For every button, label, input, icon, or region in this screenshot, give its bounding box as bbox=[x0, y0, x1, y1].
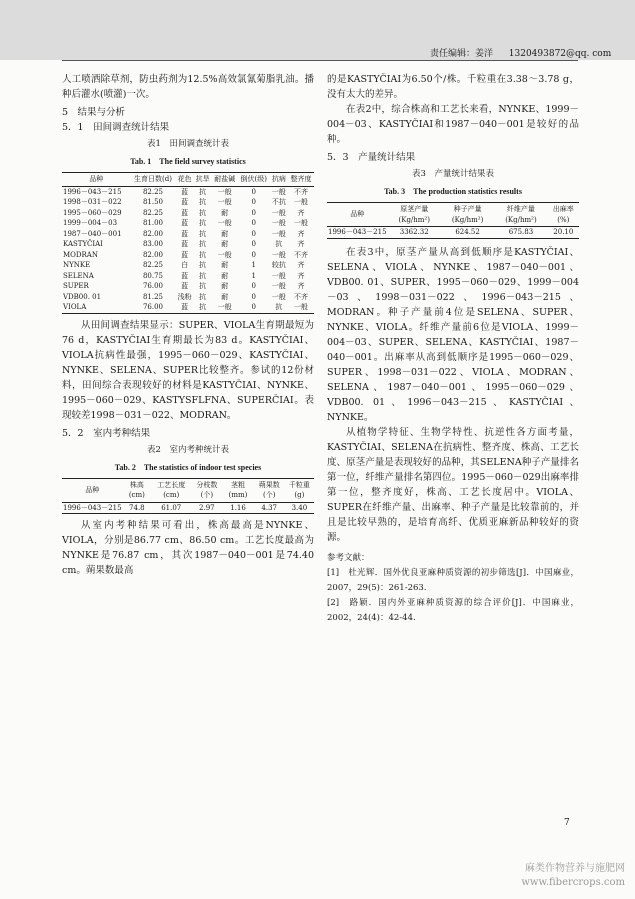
table1-cell: 耐 bbox=[221, 292, 229, 301]
table3-cell: 675.83 bbox=[494, 227, 547, 239]
table1-cell: 0 bbox=[251, 187, 257, 196]
table1-cell: 0 bbox=[251, 219, 257, 227]
table1-cell: 耐 bbox=[221, 208, 229, 217]
table1-variety-cell: VDB00. 01 bbox=[63, 292, 102, 301]
section-51-heading: 5．1 田间调查统计结果 bbox=[62, 122, 170, 133]
table1-row bbox=[62, 281, 314, 292]
table1-header-row bbox=[62, 173, 314, 187]
table3-cell: 3362.32 bbox=[388, 227, 441, 239]
table2-caption-en: Tab. 2 The statistics of indoor test species bbox=[114, 462, 262, 472]
table1-variety-cell: VIOLA bbox=[62, 302, 130, 313]
table1-cell: 76.00 bbox=[142, 282, 164, 290]
table1-cell: 一般 bbox=[271, 292, 286, 301]
table1-variety-cell: KASTYČIAI bbox=[63, 240, 103, 248]
table2-header-cell: 品种 bbox=[62, 478, 123, 502]
table2-header-cell: 千粒重(g) bbox=[285, 478, 314, 502]
table1-cell: 一般 bbox=[271, 282, 286, 290]
table2-cell: 3.40 bbox=[285, 502, 314, 514]
table2-header-cell: 茎粗(mm) bbox=[222, 478, 253, 502]
references-title: 参考文献： bbox=[327, 552, 370, 563]
table1-variety-cell: MODRAN bbox=[63, 250, 98, 259]
table1-cell: 一般 bbox=[217, 198, 232, 206]
table1-cell: 抗 bbox=[199, 250, 207, 259]
table1-cell: 白 bbox=[181, 261, 189, 269]
table3-row bbox=[327, 227, 579, 239]
table1-variety-cell: 1995－060－029 bbox=[63, 208, 122, 217]
table1-cell: 蓝 bbox=[181, 229, 189, 238]
table3-header-cell: 出麻率(%) bbox=[548, 203, 579, 227]
table3-discussion: 在表3中，原茎产量从高到低顺序是KASTYČIAI、SELENA、VIOLA、NYNKE、1987－040－001、VDB00. 01、SUPER、1995－060－029、1999－004－03、1998－031－022、1996－043－215、MODRAN。种子产量前4位是SELENA、SUPER、NYNKE、VIOLA。纤维产量前6位是VIOLA、1999－004－03、SUPER、SELENA、KASTYČIAI、1987－040－001。出麻率从高到低顺序是1995－060－029、SUPER、1998－031－022、VIOLA、MODRAN、SELENA、1987－040－001、1995－060－029、VDB00. 01、1996－043－215、KASTYČIAI、NYNKE。 bbox=[327, 246, 579, 423]
table1-cell: 一般 bbox=[293, 198, 308, 206]
table1-cell: 一般 bbox=[217, 187, 232, 196]
table1-cell: 一般 bbox=[271, 187, 286, 196]
table1-header-cell: 品种 bbox=[62, 173, 130, 187]
table1-cell: 不抗 bbox=[271, 198, 286, 206]
table1-cell: 蓝 bbox=[181, 282, 189, 290]
table1-header-cell: 耐盐碱 bbox=[212, 173, 238, 187]
table1-cell: 82.00 bbox=[142, 250, 164, 259]
table1-cell: 抗 bbox=[199, 198, 207, 206]
table1-cell: 不齐 bbox=[293, 292, 308, 301]
table1-cell: 齐 bbox=[297, 208, 305, 217]
table1-cell: 0 bbox=[251, 250, 257, 259]
page-number: 7 bbox=[564, 818, 570, 828]
table1-cell: 蓝 bbox=[181, 219, 189, 227]
table1-cell: 0 bbox=[251, 240, 257, 248]
table1-cell: 耐 bbox=[221, 282, 229, 290]
table1-cell: 齐 bbox=[297, 240, 305, 248]
table1-cell: 一般 bbox=[271, 219, 286, 227]
table1-cell: 0 bbox=[251, 282, 257, 290]
table1-variety-cell: 1998－031－022 bbox=[63, 198, 122, 206]
table3-header-row bbox=[327, 203, 579, 227]
table2-header-row bbox=[62, 478, 314, 502]
table1-cell: 一般 bbox=[271, 271, 286, 280]
table1-cell: 抗 bbox=[194, 302, 212, 313]
table1-row bbox=[62, 239, 314, 250]
table1-cell: 耐 bbox=[221, 229, 229, 238]
table1-cell: 齐 bbox=[297, 261, 305, 269]
table1-cell: 81.00 bbox=[142, 219, 164, 227]
table1-variety-cell: 1999－004－03 bbox=[63, 219, 118, 227]
table3-header-cell: 种子产量(Kg/hm²) bbox=[441, 203, 494, 227]
table1 bbox=[62, 172, 314, 314]
header-email: 1320493872@qq. com bbox=[508, 49, 612, 59]
table1-cell: 一般 bbox=[212, 302, 238, 313]
right-column bbox=[327, 72, 579, 626]
table1-cell: 蓝 bbox=[181, 187, 189, 196]
table1-cell: 抗 bbox=[199, 187, 207, 196]
table1-cell: 一般 bbox=[288, 302, 314, 313]
table1-cell: 抗 bbox=[199, 292, 207, 301]
table1-cell: 耐 bbox=[221, 240, 229, 248]
table1-cell: 82.25 bbox=[142, 208, 164, 217]
table1-header-cell: 倒伏(级) bbox=[238, 173, 270, 187]
table1-variety-cell: SELENA bbox=[63, 271, 94, 280]
table1-row bbox=[62, 197, 314, 208]
table2-cell: 74.8 bbox=[123, 502, 152, 514]
table1-cell: 一般 bbox=[293, 219, 308, 227]
table1-cell: 0 bbox=[251, 229, 257, 238]
watermark bbox=[500, 862, 625, 890]
table1-row bbox=[62, 260, 314, 271]
section-53-heading: 5．3 产量统计结果 bbox=[327, 152, 416, 163]
table1-cell: 抗 bbox=[199, 208, 207, 217]
table2-header-cell: 分枝数(个) bbox=[191, 478, 222, 502]
section-5-heading: 5 结果与分析 bbox=[62, 107, 126, 118]
table1-variety-cell: 1987－040－001 bbox=[63, 229, 122, 238]
table1-cell: 一般 bbox=[271, 250, 286, 259]
table1-cell: 0 bbox=[251, 208, 257, 217]
table1-cell: 蓝 bbox=[181, 208, 189, 217]
table1-cell: 抗 bbox=[199, 219, 207, 227]
table3-cell: 20.10 bbox=[548, 227, 579, 239]
table1-cell: 蓝 bbox=[176, 302, 194, 313]
table1-caption-en: Tab. 1 The field survey statistics bbox=[130, 157, 246, 166]
table3-header-cell: 品种 bbox=[327, 203, 388, 227]
table1-cell: 82.00 bbox=[142, 229, 164, 238]
table2-cell: 4.37 bbox=[254, 502, 285, 514]
header-rule bbox=[62, 60, 578, 61]
table3-caption-en: Tab. 3 The production statistics results bbox=[384, 187, 522, 196]
table2-summary: 在表2中，综合株高和工艺长来看，NYNKE、1999－004－03、KASTYČIAI和1987－040－001是较好的品种。 bbox=[327, 104, 579, 145]
table2-discussion: 从室内考种结果可看出，株高最高是NYNKE、VIOLA，分别是86.77 cm、86.50 cm。工艺长度最高为NYNKE是76.87 cm，其次1987－040－001是74.40 cm。蒴果数最高 bbox=[62, 520, 314, 576]
table1-cell: 齐 bbox=[297, 229, 305, 238]
table2-caption-cn: 表2 室内考种统计表 bbox=[147, 444, 229, 455]
table1-cell: 82.25 bbox=[142, 261, 164, 269]
table3-header-cell: 原茎产量(Kg/hm²) bbox=[388, 203, 441, 227]
table1-cell: 一般 bbox=[271, 208, 286, 217]
table1-cell: 蓝 bbox=[181, 250, 189, 259]
table1-header-cell: 花色 bbox=[176, 173, 194, 187]
table2-cell: 2.97 bbox=[191, 502, 222, 514]
table1-cell: 耐 bbox=[221, 261, 229, 269]
table1-discussion: 从田间调查结果显示：SUPER、VIOLA生育期最短为76 d，KASTYČIAI生育期最长为83 d。KASTYČIAI、VIOLA抗病性最强，1995－060－029、KASTYČIAI、NYNKE、SELENA、SUPER比较整齐。参试的12份材料，田间综合表现较好的材料是KASTYČIAI、NYNKE、1995－060－029、KASTYSFLFNA、SUPERČIAI。表现较差1998－031－022、MODRAN。 bbox=[62, 319, 314, 421]
reference-item: [1] 杜光辉．国外优良亚麻种质资源的初步筛选[J]．中国麻业，2007，29(5)：261-263. bbox=[327, 567, 579, 593]
table1-cell: 浅粉 bbox=[177, 292, 192, 301]
table2-header-cell: 蒴果数(个) bbox=[254, 478, 285, 502]
table1-cell: 83.00 bbox=[142, 240, 164, 248]
table1-variety-cell: NYNKE bbox=[63, 261, 91, 269]
table1-cell: 0 bbox=[251, 198, 257, 206]
header-band bbox=[0, 0, 635, 60]
table1-variety-cell: 1996－043－215 bbox=[63, 187, 122, 196]
table2 bbox=[62, 478, 314, 515]
table1-cell: 1 bbox=[251, 261, 257, 269]
table1-row bbox=[62, 229, 314, 240]
table1-variety-cell: SUPER bbox=[63, 282, 89, 290]
table1-row bbox=[62, 208, 314, 219]
table1-header-cell: 生育日数(d) bbox=[130, 173, 175, 187]
table1-cell: 蓝 bbox=[181, 198, 189, 206]
table1-cell: 抗 bbox=[199, 261, 207, 269]
table1-cell: 一般 bbox=[217, 219, 232, 227]
table1-row bbox=[62, 218, 314, 229]
header-editor: 责任编辑：姜洋 bbox=[430, 49, 494, 59]
table1-cell: 抗 bbox=[199, 240, 207, 248]
table2-row bbox=[62, 502, 314, 514]
table2-cell: 1.16 bbox=[222, 502, 253, 514]
header-text bbox=[430, 46, 611, 59]
table1-cell: 0 bbox=[251, 292, 257, 301]
table1-cell: 抗 bbox=[270, 302, 288, 313]
table1-cell: 80.75 bbox=[142, 271, 164, 280]
watermark-url: www.fibercrops.com bbox=[521, 877, 625, 888]
table1-cell: 抗 bbox=[199, 229, 207, 238]
table2-header-cell: 株高(cm) bbox=[123, 478, 152, 502]
table1-cell: 不齐 bbox=[293, 250, 308, 259]
table1-header-cell: 抗旱 bbox=[194, 173, 212, 187]
table2-header-cell: 工艺长度(cm) bbox=[151, 478, 191, 502]
table1-cell: 齐 bbox=[297, 271, 305, 280]
table1-row bbox=[62, 271, 314, 282]
table1-cell: 81.50 bbox=[142, 198, 164, 206]
table1-row bbox=[62, 186, 314, 197]
table1-cell: 蓝 bbox=[181, 271, 189, 280]
table1-cell: 抗 bbox=[275, 240, 283, 248]
table1-row bbox=[62, 292, 314, 303]
table1-cell: 一般 bbox=[271, 229, 286, 238]
table2-cell: 61.07 bbox=[151, 502, 191, 514]
table1-cell: 齐 bbox=[297, 282, 305, 290]
table1-cell: 不齐 bbox=[293, 187, 308, 196]
table1-cell: 0 bbox=[238, 302, 270, 313]
table2-variety-cell: 1996－043－215 bbox=[63, 503, 122, 512]
table1-cell: 蓝 bbox=[181, 240, 189, 248]
section-52-heading: 5．2 室内考种结果 bbox=[62, 427, 151, 439]
table1-row bbox=[62, 250, 314, 261]
table1-cell: 较抗 bbox=[271, 261, 286, 269]
table3 bbox=[327, 202, 579, 239]
table1-header-cell: 整齐度 bbox=[288, 173, 314, 187]
table1-cell: 抗 bbox=[199, 271, 207, 280]
watermark-cn: 麻类作物营养与施肥网 bbox=[525, 863, 625, 874]
table3-cell: 624.52 bbox=[441, 227, 494, 239]
table1-cell: 82.25 bbox=[142, 187, 164, 196]
left-column bbox=[62, 72, 314, 578]
table1-cell: 76.00 bbox=[130, 302, 175, 313]
table3-variety-cell: 1996－043－215 bbox=[328, 228, 387, 236]
table1-cell: 一般 bbox=[217, 250, 232, 259]
table1-row bbox=[62, 302, 314, 313]
references bbox=[327, 551, 579, 626]
table1-caption-cn: 表1 田间调查统计表 bbox=[147, 139, 229, 149]
table1-cell: 81.25 bbox=[142, 292, 164, 301]
table1-cell: 1 bbox=[251, 271, 257, 280]
conclusion-paragraph: 从植物学特征、生物学特性、抗逆性各方面考量，KASTYČIAI、SELENA在抗病性、整齐度、株高、工艺长度、原茎产量是表现较好的品种，其SELENA种子产量排名第一位，纤维产量排名第四位。1995－060－029出麻率排第一位，整齐度好，株高、工艺长度居中。VIOLA、SUPER在纤维产量、出麻率、种子产量是比较靠前的，并且是比较早熟的，是培育高纤、优质亚麻新品种较好的资源。 bbox=[327, 426, 579, 543]
table2-discussion-cont: 的是KASTYČIAI为6.50个/株。千粒重在3.38～3.78 g，没有太大的差异。 bbox=[327, 74, 579, 100]
table3-header-cell: 纤维产量(Kg/hm²) bbox=[494, 203, 547, 227]
intro-paragraph: 人工喷洒除草剂，防虫药剂为12.5%高效氯氰菊脂乳油。播种后灌水(喷灌)一次。 bbox=[62, 74, 314, 100]
table1-cell: 抗 bbox=[199, 282, 207, 290]
reference-item: [2] 路颖．国内外亚麻种质资源的综合评价[J]．中国麻业，2002，24(4)：42-44. bbox=[327, 597, 579, 623]
table1-cell: 耐 bbox=[221, 271, 229, 280]
table3-caption-cn: 表3 产量统计结果表 bbox=[412, 169, 494, 179]
table1-header-cell: 抗病 bbox=[270, 173, 288, 187]
